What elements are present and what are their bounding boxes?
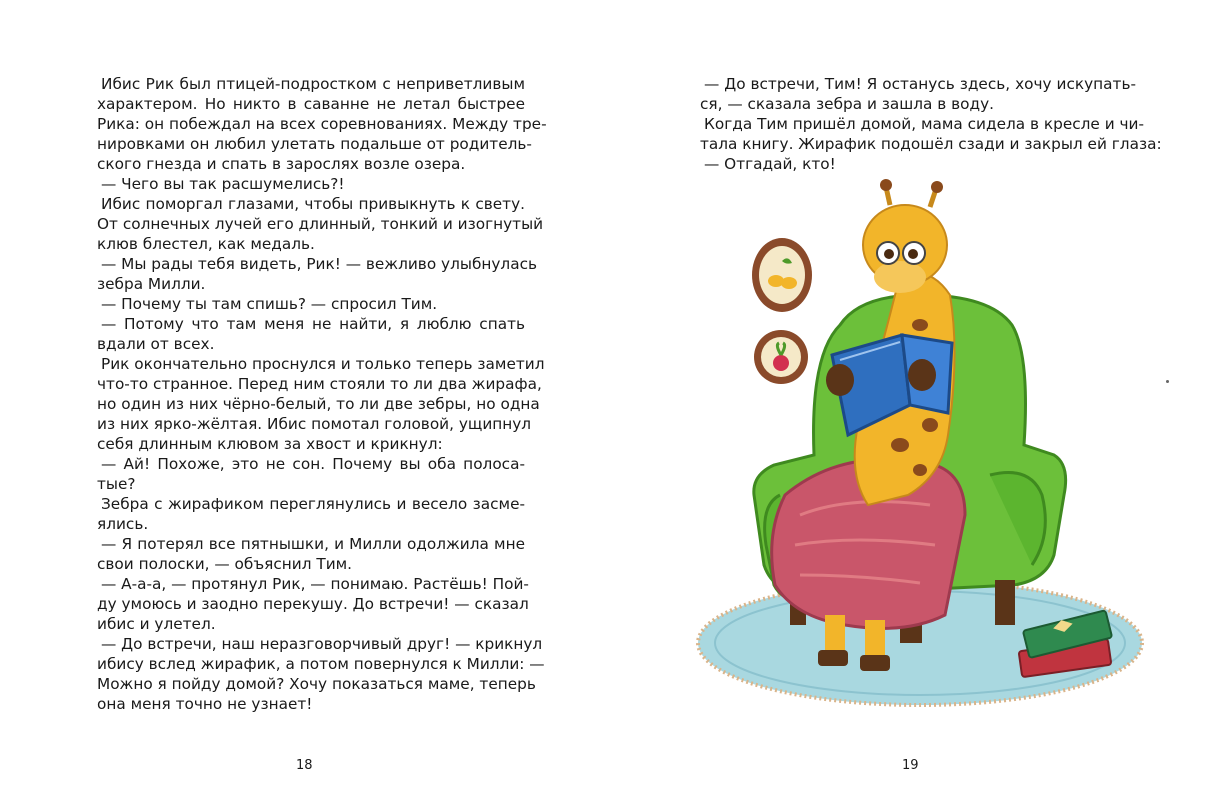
page-number-left: 18 <box>296 758 313 773</box>
left-page-text <box>97 74 547 714</box>
text-line: Рика: он побеждал на всех соревнованиях. Между тре- <box>97 115 547 133</box>
text-line: вдали от всех. <box>97 335 215 353</box>
text-line: Когда Тим пришёл домой, мама сидела в кресле и чи- <box>704 115 1145 133</box>
text-line: ся, — сказала зебра и зашла в воду. <box>700 95 995 113</box>
text-line: Ибис Рик был птицей-подростком с неприветливым <box>101 75 525 93</box>
text-line: ского гнезда и спать в зарослях возле озера. <box>97 155 466 173</box>
text-line: — Отгадай, кто! <box>704 155 836 173</box>
text-line: — Почему ты там спишь? — спросил Тим. <box>101 295 438 313</box>
text-line: зебра Милли. <box>97 275 206 293</box>
text-line: она меня точно не узнает! <box>97 695 313 713</box>
text-line: — Ай! Похоже, это не сон. Почему вы оба полоса- <box>101 455 525 473</box>
text-line: ялись. <box>97 515 149 533</box>
text-line: себя длинным клювом за хвост и крикнул: <box>97 435 443 453</box>
text-line: — А-а-а, — протянул Рик, — понимаю. Растёшь! Пой- <box>101 575 529 593</box>
text-line: тала книгу. Жирафик подошёл сзади и закрыл ей глаза: <box>700 135 1162 153</box>
text-line: ду умоюсь и заодно перекушу. До встречи! — сказал <box>97 595 529 613</box>
text-line: ибис и улетел. <box>97 615 216 633</box>
text-line: ибису вслед жирафик, а потом повернулся к Милли: — <box>97 655 545 673</box>
page-number-right: 19 <box>902 758 919 773</box>
right-page-text <box>700 74 1162 174</box>
framed-lemon-picture <box>752 238 812 312</box>
text-line: тые? <box>97 475 136 493</box>
text-line: — До встречи, Тим! Я останусь здесь, хочу искупать- <box>704 75 1136 93</box>
text-line: характером. Но никто в саванне не летал быстрее <box>97 95 525 113</box>
text-line: из них ярко-жёлтая. Ибис помотал головой, ущипнул <box>97 415 532 433</box>
text-line: что-то странное. Перед ним стояли то ли два жирафа, <box>97 375 542 393</box>
text-line: Рик окончательно проснулся и только теперь заметил <box>101 355 545 373</box>
text-line: клюв блестел, как медаль. <box>97 235 315 253</box>
text-line: — Я потерял все пятнышки, и Милли одолжила мне <box>101 535 525 553</box>
text-line: Ибис поморгал глазами, чтобы привыкнуть к свету. <box>101 195 525 213</box>
text-line: Можно я пойду домой? Хочу показаться маме, теперь <box>97 675 536 693</box>
giraffe-reading-illustration <box>690 175 1160 720</box>
text-line: Зебра с жирафиком переглянулись и весело засме- <box>101 495 525 513</box>
text-line: — Чего вы так расшумелись?! <box>101 175 345 193</box>
text-line: От солнечных лучей его длинный, тонкий и изогнутый <box>97 215 544 233</box>
text-line: — До встречи, наш неразговорчивый друг! — крикнул <box>101 635 543 653</box>
framed-radish-picture <box>754 330 808 384</box>
text-line: нировками он любил улетать подальше от родитель- <box>97 135 532 153</box>
text-line: — Мы рады тебя видеть, Рик! — вежливо улыбнулась <box>101 255 538 273</box>
text-line: свои полоски, — объяснил Тим. <box>97 555 353 573</box>
text-line: — Потому что там меня не найти, я люблю спать <box>101 315 525 333</box>
text-line: но один из них чёрно-белый, то ли две зебры, но одна <box>97 395 540 413</box>
page-edge-mark <box>1166 380 1169 383</box>
